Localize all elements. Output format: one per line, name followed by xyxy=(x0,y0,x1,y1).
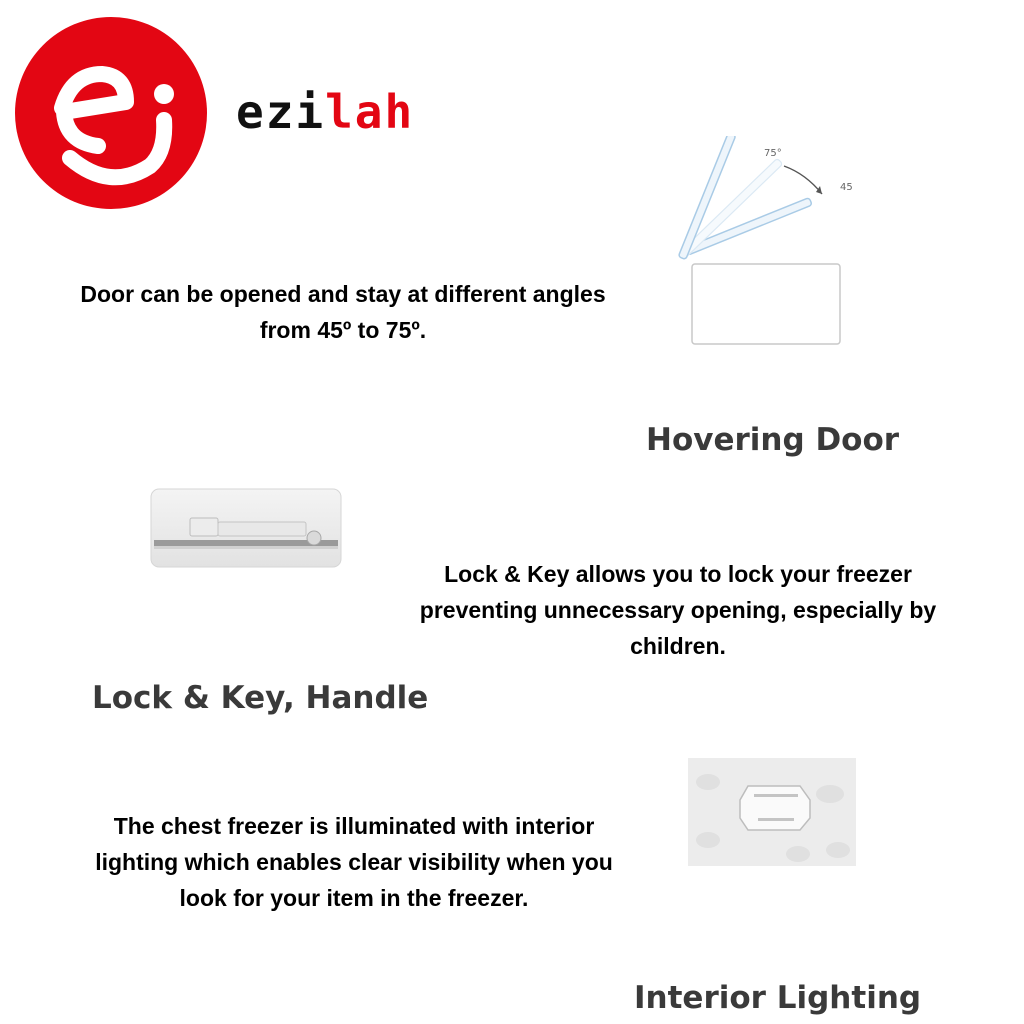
interior-lighting-caption: Interior Lighting xyxy=(634,980,922,1016)
brand-name-part2: lah xyxy=(325,85,415,139)
angle-label-45: 45 xyxy=(840,182,853,193)
interior-light-photo-icon xyxy=(688,758,856,866)
ezilah-logo-icon xyxy=(14,16,208,210)
lock-key-description: Lock & Key allows you to lock your freezer preventing unnecessary opening, especially by children. xyxy=(419,561,937,659)
lock-handle-photo-icon xyxy=(150,488,342,570)
interior-lighting-description: The chest freezer is illuminated with interior lighting which enables clear visibility when you look for your item in the freezer. xyxy=(95,813,613,911)
angle-label-75: 75° xyxy=(764,148,782,159)
brand-name-part1: ezi xyxy=(236,85,326,139)
hovering-door-illustration-icon xyxy=(676,136,876,356)
hovering-door-caption: Hovering Door xyxy=(646,422,900,458)
brand-wordmark xyxy=(236,82,414,142)
hovering-door-description: Door can be opened and stay at different angles from 45º to 75º. xyxy=(80,281,606,343)
lock-key-handle-caption: Lock & Key, Handle xyxy=(92,680,429,716)
